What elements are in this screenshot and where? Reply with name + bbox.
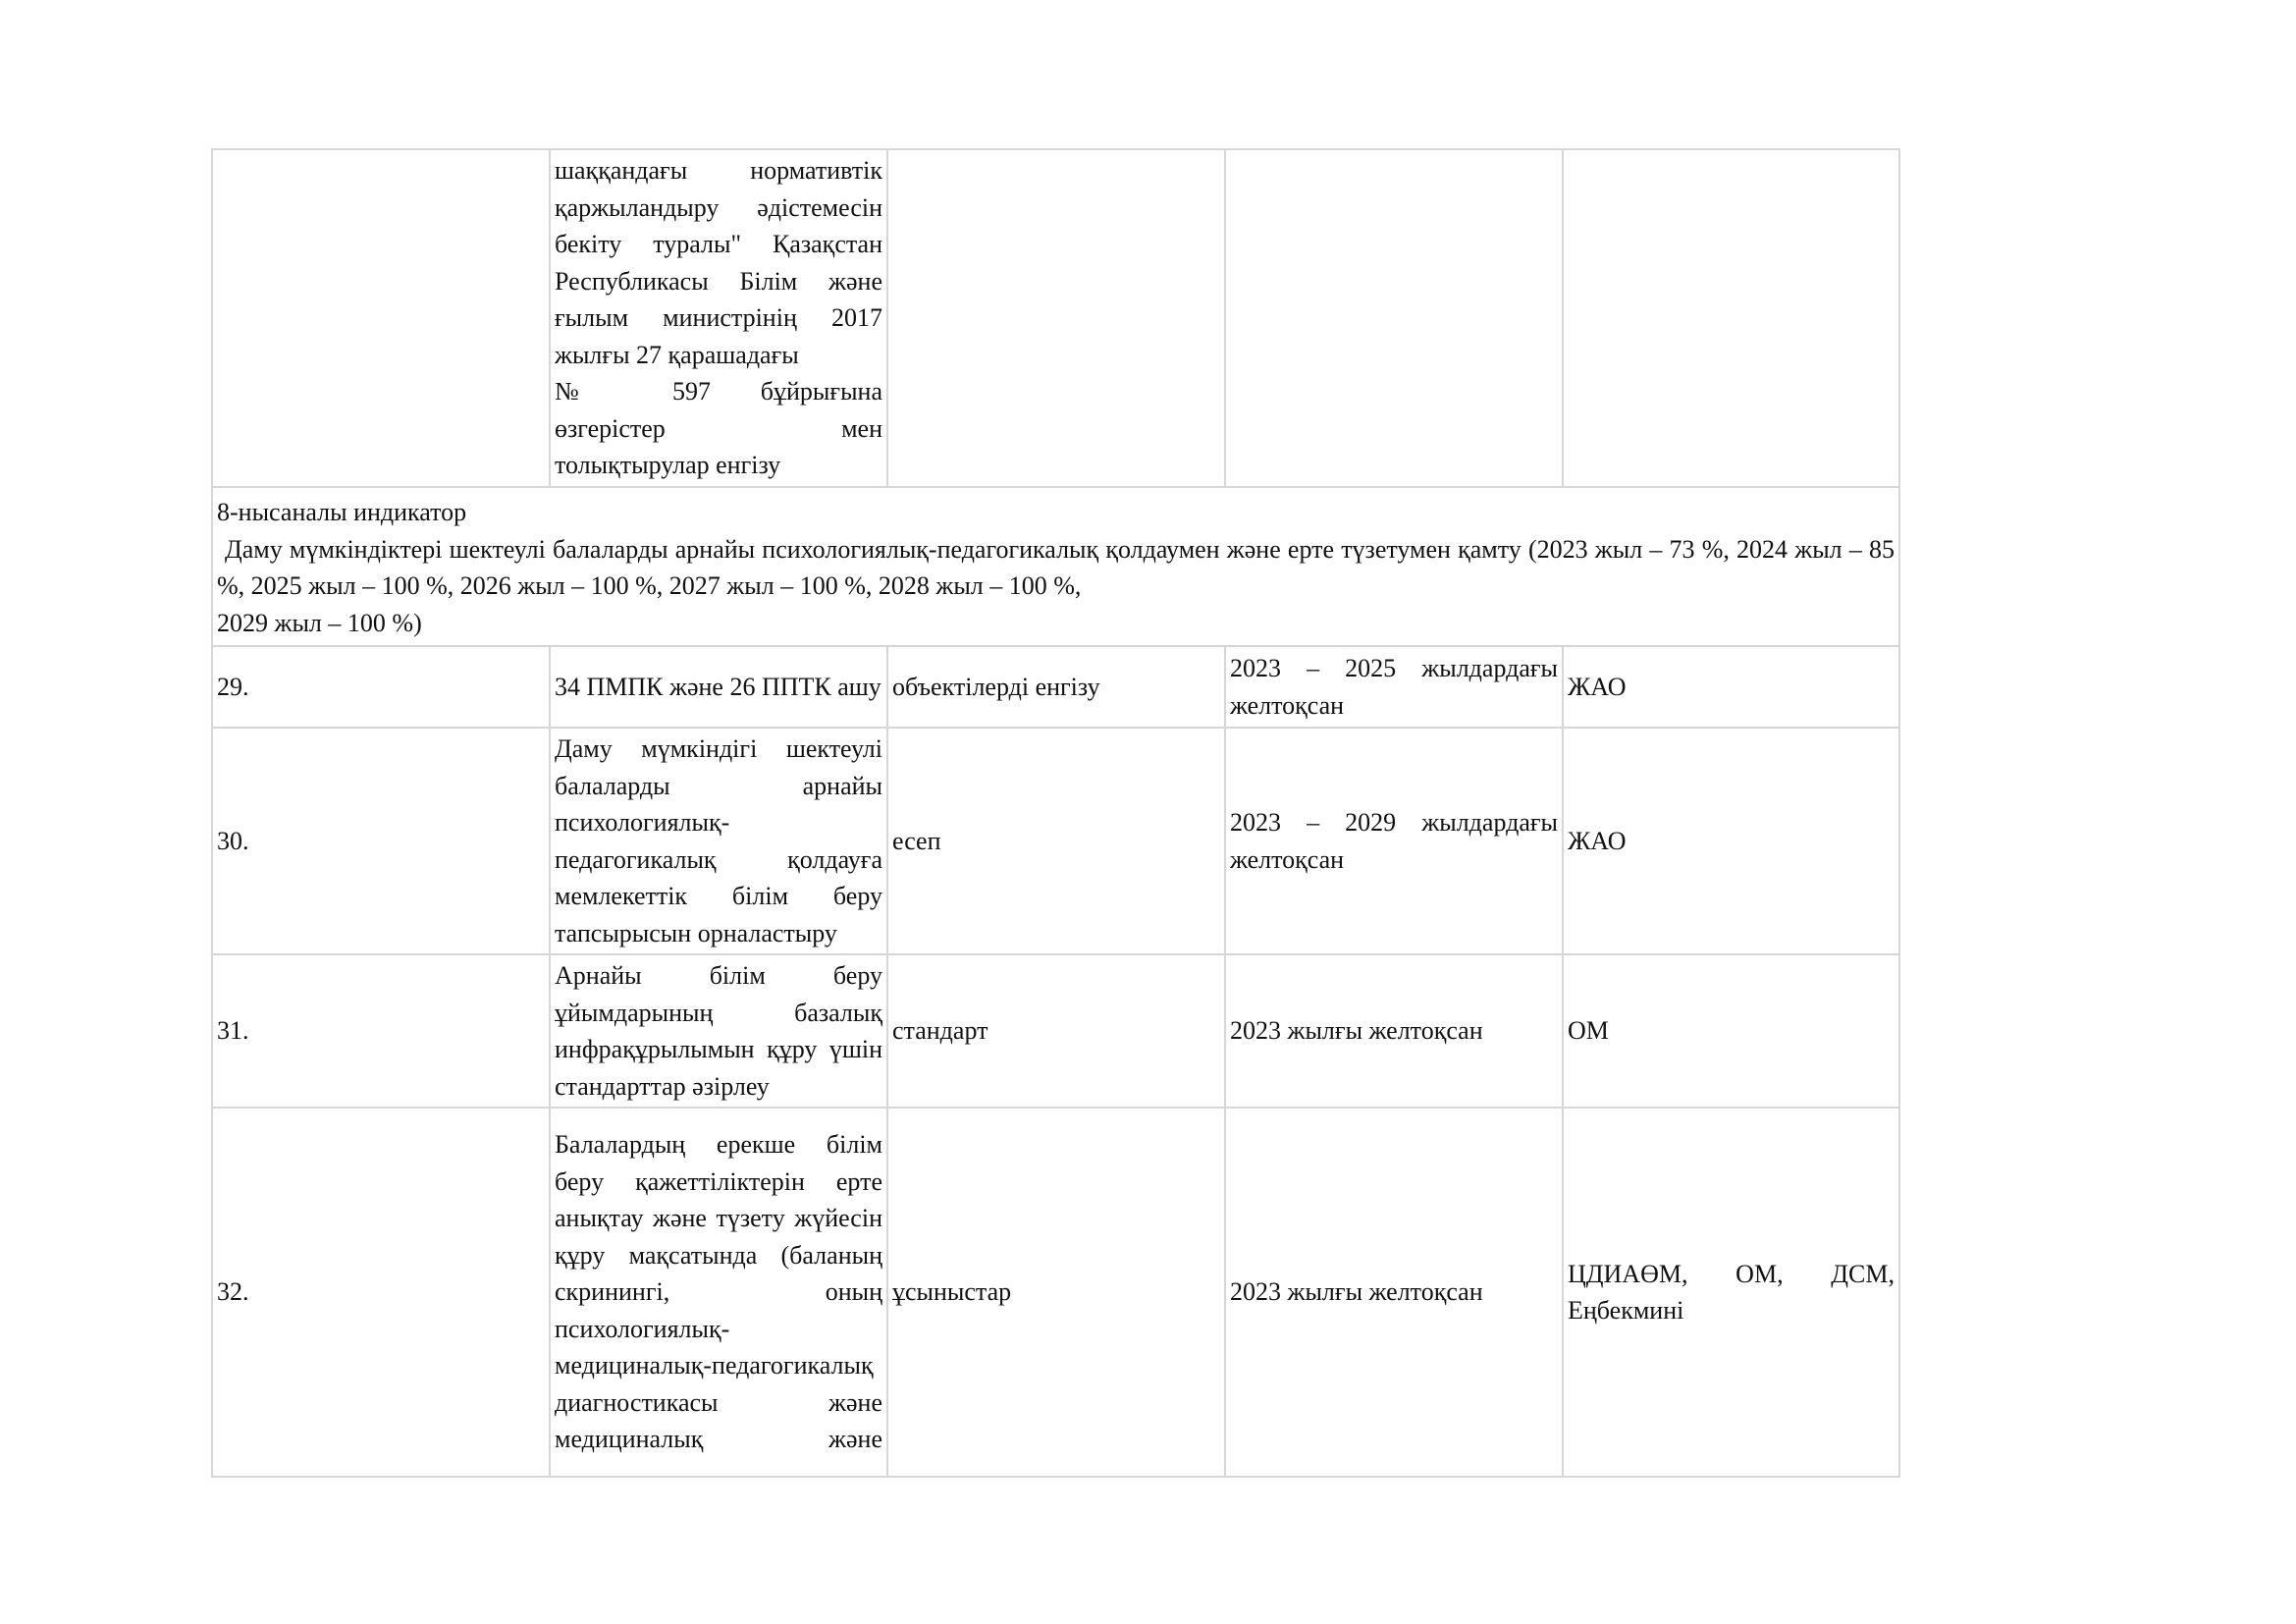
cell-desc: Даму мүмкіндігі шектеулі балаларды арнайы психологиялық-педагогикалық қолдауға мемлекеттік білім беру тапсырысын орналастыру — [550, 728, 887, 954]
indicator-description-end: 2029 жыл – 100 %) — [217, 608, 422, 637]
desc-line: өзгерістер мен — [555, 413, 882, 443]
desc-line: Республикасы Білім және — [555, 266, 882, 296]
cell-responsible: ЖАО — [1563, 646, 1899, 728]
cell-deadline: 2023 – 2025 жылдардағы желтоқсан — [1225, 646, 1563, 728]
desc-line: шаққандағы нормативтік — [555, 156, 882, 186]
indicator-description: Даму мүмкіндіктері шектеулі балаларды арнайы психологиялық-педагогикалық қолдаумен және ерте түзетумен қамту (2023 жыл – 73 %, 2024 жыл – 85 %, 2025 жыл – 100 %, 2026 жыл – 100 %, 2027 жыл – 100 %, 2028 жыл – 100 %, — [217, 534, 1895, 600]
desc-line: толықтырулар енгізу — [555, 451, 781, 480]
cell-form — [887, 149, 1225, 487]
cell-responsible: ЦДИАӨМ, ОМ, ДСМ, Еңбекмині — [1563, 1108, 1899, 1477]
cell-responsible: ОМ — [1563, 954, 1899, 1108]
cell-num: 32. — [212, 1108, 550, 1477]
cell-deadline — [1225, 149, 1563, 487]
cell-form: есеп — [887, 728, 1225, 954]
cell-deadline: 2023 – 2029 жылдардағы желтоқсан — [1225, 728, 1563, 954]
indicator-title: 8-нысаналы индикатор — [217, 498, 467, 526]
table-row — [212, 1108, 1899, 1477]
cell-num: 31. — [212, 954, 550, 1108]
indicator-row — [212, 487, 1899, 646]
cell-desc: 34 ПМПК және 26 ППТК ашу — [550, 646, 887, 728]
cell-desc: Арнайы білім беру ұйымдарының базалық инфрақұрылымын құру үшін стандарттар әзірлеу — [550, 954, 887, 1108]
cell-form: объектілерді енгізу — [887, 646, 1225, 728]
desc-line: бекіту туралы" Қазақстан — [555, 230, 882, 259]
cell-num: 30. — [212, 728, 550, 954]
table-row — [212, 954, 1899, 1108]
cell-desc: Балалардың ерекше білім беру қажеттіліктерін ерте анықтау және түзету жүйесін құру мақсатында (баланың скринингі, оның психологиялық-медициналық-педагогикалық диагностикасы және медициналық және — [550, 1108, 887, 1477]
cell-deadline: 2023 жылғы желтоқсан — [1225, 954, 1563, 1108]
table-row — [212, 646, 1899, 728]
cell-form: стандарт — [887, 954, 1225, 1108]
desc-line: № 597 бұйрығына — [555, 377, 882, 406]
desc-line: ғылым министрінің 2017 — [555, 303, 882, 333]
cell-responsible: ЖАО — [1563, 728, 1899, 954]
table-row — [212, 728, 1899, 954]
indicator-cell — [212, 487, 1899, 646]
cell-num: 29. — [212, 646, 550, 728]
plan-table — [211, 148, 1900, 1478]
cell-deadline: 2023 жылғы желтоқсан — [1225, 1108, 1563, 1477]
cell-num — [212, 149, 550, 487]
cell-form: ұсыныстар — [887, 1108, 1225, 1477]
desc-line: жылғы 27 қарашадағы — [555, 340, 799, 369]
table-row-continuation — [212, 149, 1899, 487]
cell-desc — [550, 149, 887, 487]
cell-responsible — [1563, 149, 1899, 487]
desc-line: қаржыландыру әдістемесін — [555, 192, 882, 222]
